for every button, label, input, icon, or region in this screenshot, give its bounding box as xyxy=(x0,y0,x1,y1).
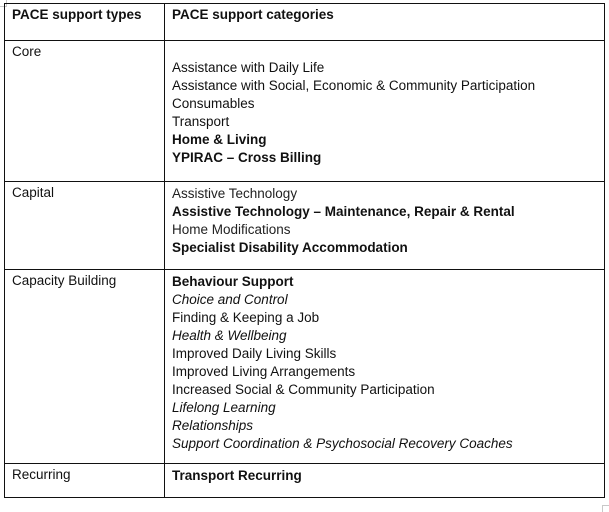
category-item: Home & Living xyxy=(172,132,267,147)
table-row-recurring xyxy=(5,464,605,498)
category-item: Improved Living Arrangements xyxy=(172,364,356,379)
category-item: Choice and Control xyxy=(172,292,288,307)
support-categories-cell xyxy=(165,270,605,464)
category-item: Support Coordination & Psychosocial Recovery Coaches xyxy=(172,436,513,451)
support-type-cell: Capital xyxy=(5,182,165,270)
category-item: YPIRAC – Cross Billing xyxy=(172,150,322,165)
support-categories-cell xyxy=(165,464,605,498)
category-item: Specialist Disability Accommodation xyxy=(172,240,408,255)
support-categories-cell xyxy=(165,41,605,182)
category-item: Lifelong Learning xyxy=(172,400,276,415)
category-item: Assistance with Social, Economic & Community Participation xyxy=(172,78,536,93)
pace-support-table xyxy=(4,3,605,498)
page-corner-mark-bottom-right xyxy=(602,505,609,512)
support-type-cell: Core xyxy=(5,41,165,182)
category-item: Transport Recurring xyxy=(172,468,302,483)
support-categories-cell xyxy=(165,182,605,270)
support-type-cell: Recurring xyxy=(5,464,165,498)
category-item: Home Modifications xyxy=(172,222,291,237)
table-row-capital xyxy=(5,182,605,270)
header-support-types: PACE support types xyxy=(5,4,165,41)
table-row-core xyxy=(5,41,605,182)
category-item: Behaviour Support xyxy=(172,274,294,289)
category-item: Improved Daily Living Skills xyxy=(172,346,337,361)
category-item: Increased Social & Community Participation xyxy=(172,382,435,397)
table-header-row xyxy=(5,4,605,41)
table-row-capacity-building xyxy=(5,270,605,464)
category-item: Finding & Keeping a Job xyxy=(172,310,320,325)
header-support-categories: PACE support categories xyxy=(165,4,605,41)
category-item: Transport xyxy=(172,114,230,129)
support-type-cell: Capacity Building xyxy=(5,270,165,464)
category-item: Assistance with Daily Life xyxy=(172,60,325,75)
category-item: Relationships xyxy=(172,418,254,433)
category-item: Assistive Technology xyxy=(172,186,298,201)
category-item: Assistive Technology – Maintenance, Repair & Rental xyxy=(172,204,515,219)
category-item: Consumables xyxy=(172,96,255,111)
category-item: Health & Wellbeing xyxy=(172,328,287,343)
